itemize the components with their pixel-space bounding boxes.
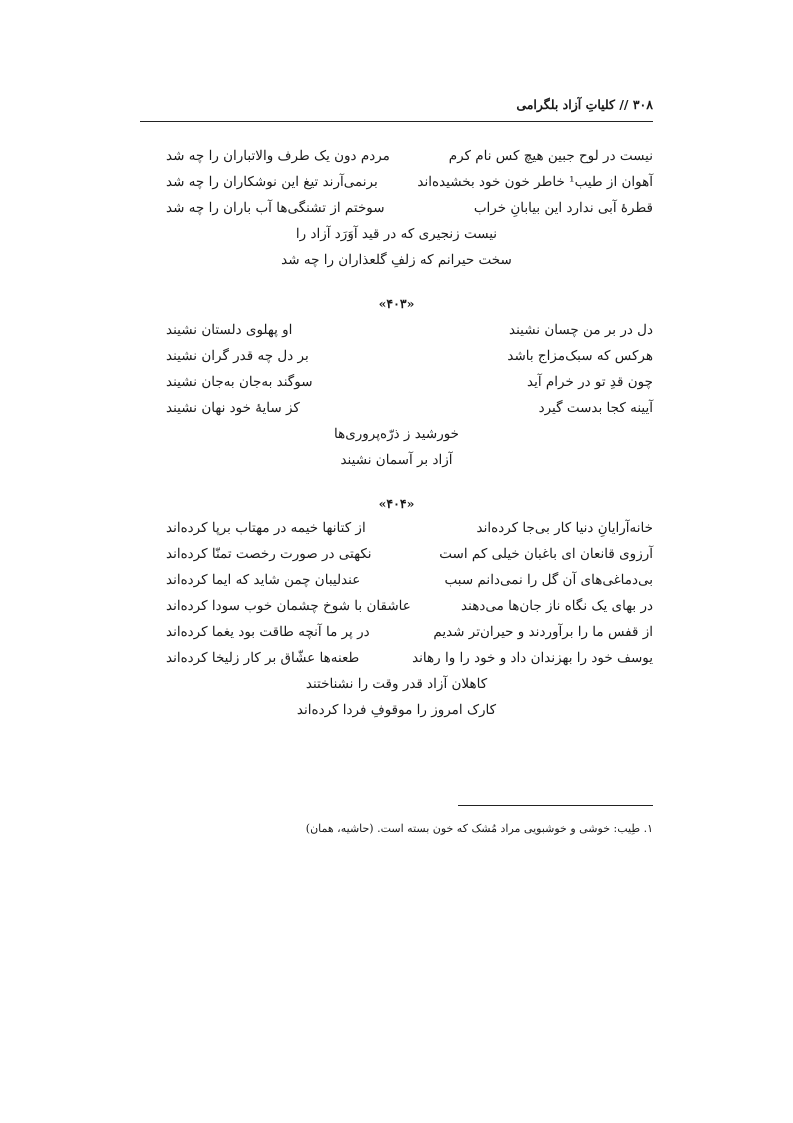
couplet [140,143,653,169]
poem-403 [140,317,653,473]
hemistich-first: هرکس که سبک‌مزاج باشد [507,348,653,364]
couplet [140,619,653,645]
couplet [140,195,653,221]
hemistich-first: چون قدِ تو در خرام آید [527,374,653,390]
poem-404 [140,515,653,723]
couplet [140,541,653,567]
closing-line: کاهلان آزاد قدر وقت را نشناختند [305,676,488,692]
hemistich-second: در پر ما آنچه طاقت بود یغما کرده‌اند [166,624,370,640]
hemistich-second: سوختم از تشنگی‌ها آب باران را چه شد [166,200,385,216]
poem-1 [140,143,653,273]
hemistich-first: یوسف خود را بهزندان داد و خود را وا رهاند [412,650,653,666]
closing-line: سخت حیرانم که زلفِ گلعذاران را چه شد [281,252,512,268]
couplet [140,169,653,195]
closing-line: آزاد بر آسمان نشیند [340,452,453,468]
closing-line: نیست زنجیری که در قید آوَرَد آزاد را [295,226,498,242]
closing-line: کارک امروز را موقوفِ فردا کرده‌اند [296,702,497,718]
hemistich-first: قطرهٔ آبی ندارد این بیابانِ خراب [473,200,653,216]
running-head: ۳۰۸ // کلیاتِ آزاد بلگرامی [516,97,653,112]
hemistich-first: در بهای یک نگاه ناز جان‌ها می‌دهند [461,598,653,614]
hemistich-first: دل در بر من چسان نشیند [509,322,653,338]
hemistich-second: عندلیبان چمن شاید که ایما کرده‌اند [166,572,361,588]
hemistich-second: عاشقان با شوخ چشمان خوب سودا کرده‌اند [166,598,411,614]
hemistich-second: سوگند به‌جان به‌جان نشیند [166,374,313,390]
hemistich-second: کز سایهٔ خود نهان نشیند [166,400,300,416]
hemistich-second: طعنه‌ها عشّاق بر کار زلیخا کرده‌اند [166,650,360,666]
couplet [140,515,653,541]
couplet [140,395,653,421]
couplet [140,317,653,343]
hemistich-first: نیست در لوح جبین هیچ کس نام کرم [448,148,653,164]
hemistich-first: آرزوی قانعان ای باغبان خیلی کم است [439,546,653,562]
hemistich-second: مردم دون یک طرف والاتباران را چه شد [166,148,390,164]
couplet [140,369,653,395]
hemistich-second: بر دل چه قدر گران نشیند [166,348,309,364]
hemistich-first: بی‌دماغی‌های آن گل را نمی‌دانم سبب [444,572,653,588]
hemistich-second: نکهتی در صورت رخصت تمنّا کرده‌اند [166,546,372,562]
couplet [140,593,653,619]
hemistich-second: او پهلوی دلستان نشیند [166,322,293,338]
couplet [140,645,653,671]
footnote-rule [458,805,653,806]
hemistich-first: از قفس ما را برآوردند و حیران‌تر شدیم [433,624,653,640]
poem-number: «۴۰۴» [378,496,415,511]
hemistich-first: آهوان از طیب¹ خاطر خون خود بخشیده‌اند [417,174,653,190]
poem-number: «۴۰۳» [378,296,415,311]
footnote: ۱. طِیب: خوشی و خوشبویی مراد مُشک که خون بسته است. (حاشیه، همان) [305,822,653,835]
couplet [140,343,653,369]
hemistich-second: از کتانها خیمه در مهتاب برپا کرده‌اند [166,520,366,536]
header-rule [140,121,653,122]
hemistich-first: خانه‌آرایانِ دنیا کار بی‌جا کرده‌اند [476,520,653,536]
hemistich-second: برنمی‌آرند تیغ این نوشکاران را چه شد [166,174,378,190]
hemistich-first: آیینه کجا بدست گیرد [538,400,653,416]
couplet [140,567,653,593]
closing-line: خورشید ز ذرّه‌پروری‌ها [333,426,460,442]
